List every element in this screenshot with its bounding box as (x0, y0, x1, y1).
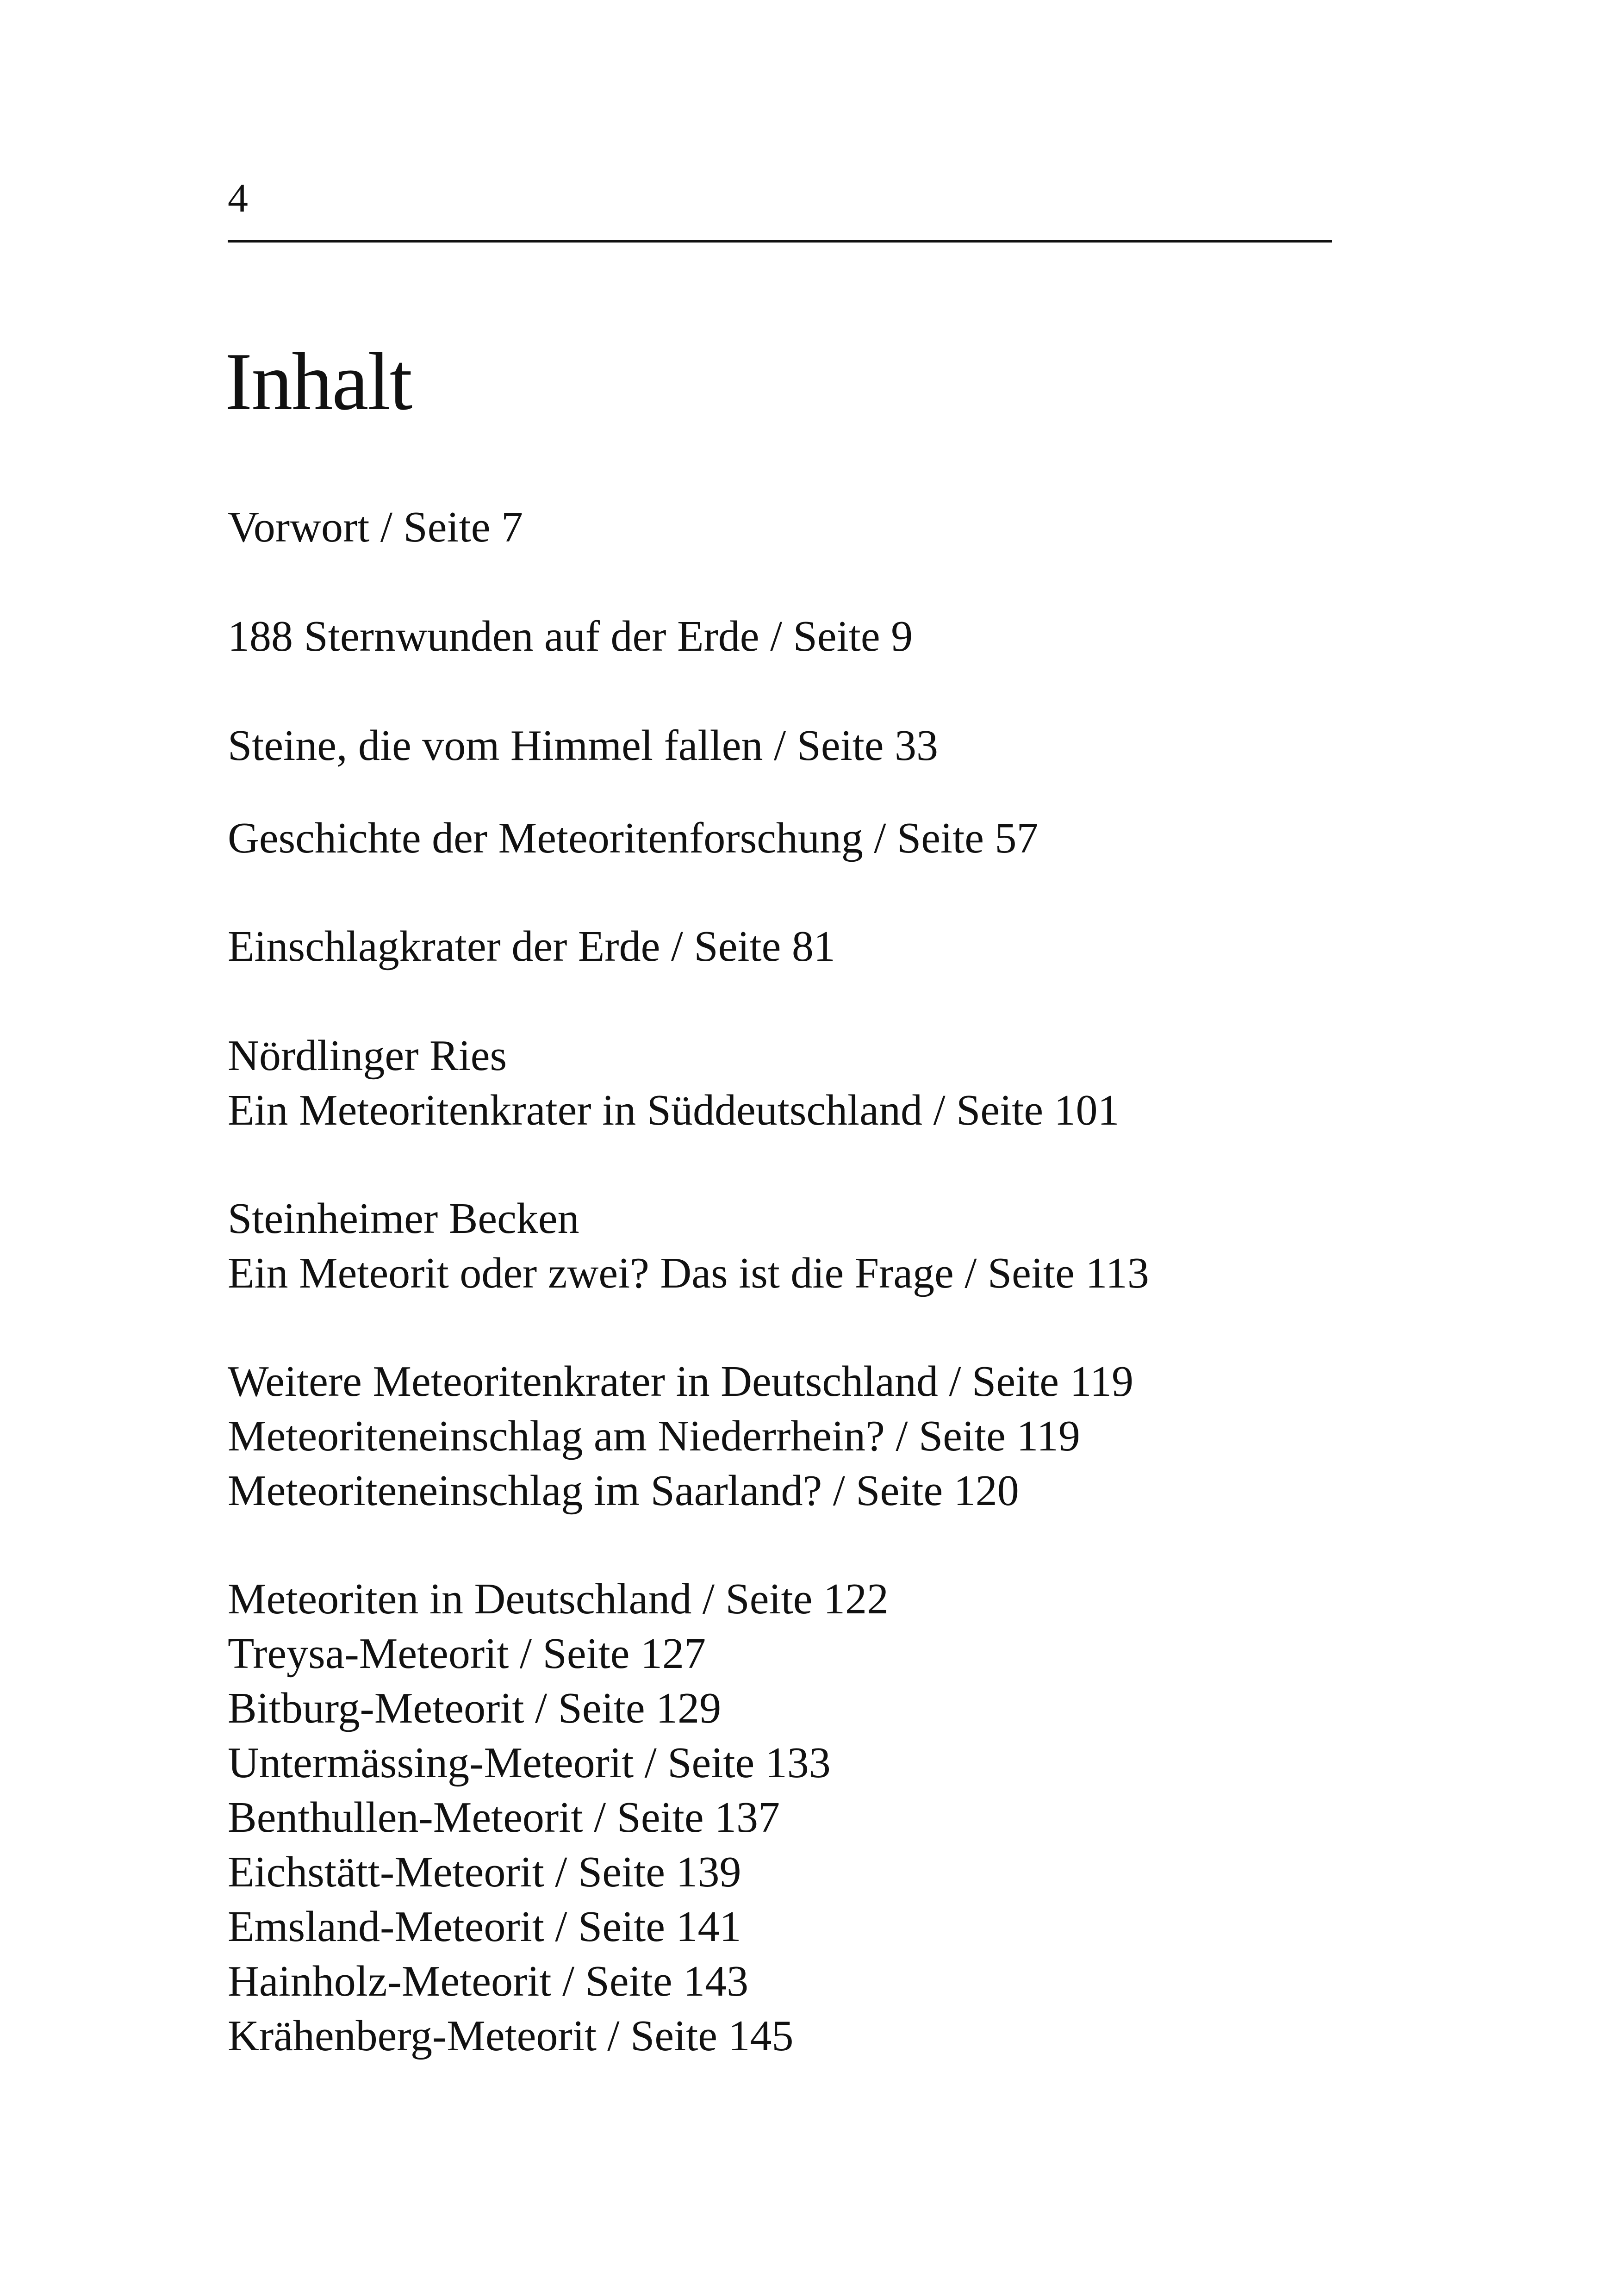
toc-entry-vorwort (228, 500, 523, 554)
toc-line[interactable]: Geschichte der Meteoritenforschung / Seite 57 (228, 814, 1039, 862)
toc-entry-meteoriten-deutschland (228, 1572, 889, 2063)
toc-entry-noerdlinger-ries (228, 1028, 1120, 1138)
toc-line[interactable]: Ein Meteorit oder zwei? Das ist die Frage / Seite 113 (228, 1249, 1149, 1297)
toc-entry-sternwunden (228, 609, 913, 664)
header-rule (228, 240, 1332, 243)
toc-line[interactable]: Benthullen-Meteorit / Seite 137 (228, 1793, 780, 1842)
toc-line[interactable]: 188 Sternwunden auf der Erde / Seite 9 (228, 612, 913, 660)
toc-line[interactable]: Bitburg-Meteorit / Seite 129 (228, 1684, 722, 1732)
toc-line[interactable]: Meteoriteneinschlag im Saarland? / Seite 120 (228, 1467, 1019, 1515)
toc-entry-weitere-krater (228, 1354, 1133, 1518)
toc-line[interactable]: Emsland-Meteorit / Seite 141 (228, 1903, 741, 1951)
toc-line[interactable]: Untermässing-Meteorit / Seite 133 (228, 1739, 831, 1787)
toc-line[interactable]: Hainholz-Meteorit / Seite 143 (228, 1957, 749, 2005)
toc-line[interactable]: Einschlagkrater der Erde / Seite 81 (228, 922, 835, 971)
toc-line[interactable]: Meteoriten in Deutschland / Seite 122 (228, 1575, 889, 1623)
toc-entry-einschlagkrater (228, 919, 835, 974)
toc-line[interactable]: Krähenberg-Meteorit / Seite 145 (228, 2012, 794, 2060)
toc-entry-geschichte (228, 811, 1038, 865)
toc-line[interactable]: Ein Meteoritenkrater in Süddeutschland / Seite 101 (228, 1086, 1120, 1134)
toc-line[interactable]: Weitere Meteoritenkrater in Deutschland / Seite 119 (228, 1357, 1134, 1406)
toc-line[interactable]: Eichstätt-Meteorit / Seite 139 (228, 1848, 741, 1896)
toc-line[interactable]: Vorwort / Seite 7 (228, 503, 523, 551)
toc-line[interactable]: Treysa-Meteorit / Seite 127 (228, 1630, 706, 1678)
page-number: 4 (228, 176, 248, 221)
toc-entry-steinheimer-becken (228, 1191, 1149, 1300)
toc-line[interactable]: Steinheimer Becken (228, 1195, 579, 1243)
toc-line[interactable]: Steine, die vom Himmel fallen / Seite 33 (228, 722, 939, 770)
toc-line[interactable]: Meteoriteneinschlag am Niederrhein? / Seite 119 (228, 1412, 1080, 1460)
toc-line[interactable]: Nördlinger Ries (228, 1032, 507, 1080)
page-title: Inhalt (225, 336, 412, 427)
toc-entry-steine (228, 718, 938, 773)
